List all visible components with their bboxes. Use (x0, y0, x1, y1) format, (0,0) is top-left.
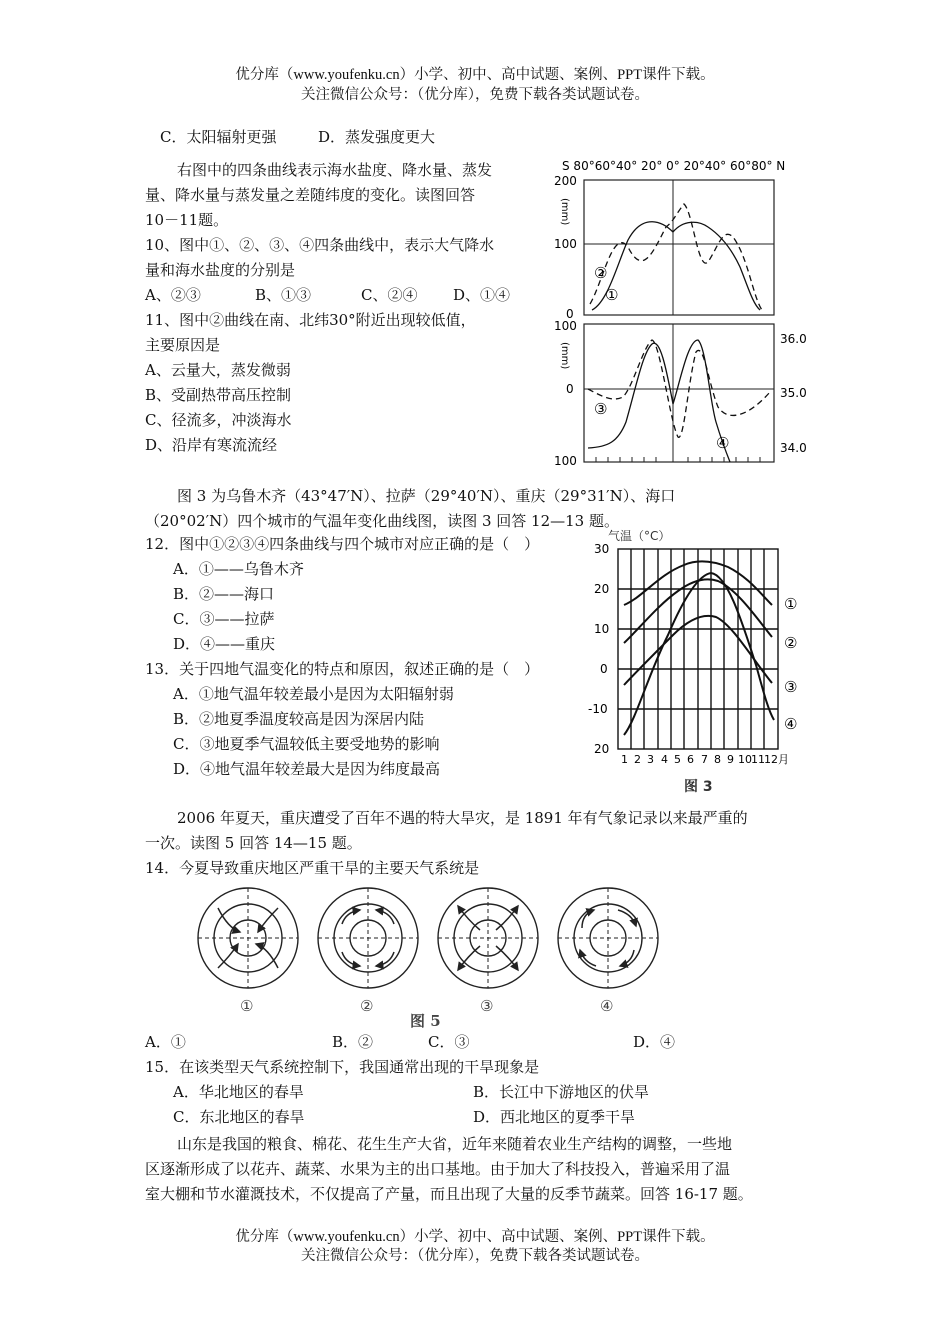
question-15: 15．在该类型天气系统控制下，我国通常出现的干旱现象是 (145, 1058, 540, 1076)
footer-line-2: 关注微信公众号：（优分库），免费下载各类试题试卷。 (301, 1248, 649, 1264)
q12-option-a: A．①——乌鲁木齐 (173, 560, 304, 578)
bottom-left-tick: 100 (554, 454, 577, 468)
q10-option-b: B、①③ (255, 286, 312, 304)
latitude-axis-labels: S 80°60°40° 20° 0° 20°40° 60°80° N (562, 159, 786, 173)
section-16-17-intro (145, 1132, 815, 1207)
intro-line: 图 3 为乌鲁木齐（43°47′N）、拉萨（29°40′N）、重庆（29°31′N）、海口 (177, 487, 676, 505)
q12-option-d: D．④——重庆 (173, 635, 276, 653)
intro-line: 2006 年夏天，重庆遭受了百年不遇的特大旱灾，是 1891 年有气象记录以来最严重的 (177, 809, 748, 827)
q13-option-d: D．④地气温年较差最大是因为纬度最高 (173, 760, 441, 778)
temperature-axis-title: 气温（°C） (608, 529, 671, 543)
bottom-left-tick: 0 (566, 382, 574, 396)
weather-diagram-1 (198, 888, 298, 988)
q13-option-c: C．③地夏季气温较低主要受地势的影响 (173, 735, 440, 753)
y-tick: 10 (594, 622, 610, 636)
salinity-tick: 34.0 (780, 441, 807, 455)
question-10: 10、图中①、②、③、④四条曲线中，表示大气降水 (145, 236, 495, 254)
q12-option-c: C．③——拉萨 (173, 610, 275, 628)
header-line-1: 优分库（www.youfenku.cn）小学、初中、高中试题、案例、PPT课件下载。 (235, 67, 715, 83)
temperature-grid (618, 549, 778, 749)
weather-diagram-2 (318, 888, 418, 988)
weather-systems-figure (180, 880, 660, 1030)
question-13: 13．关于四地气温变化的特点和原因，叙述正确的是（ ） (145, 660, 540, 678)
x-tick: 2 (634, 753, 641, 766)
q14-option-b: B．② (332, 1033, 374, 1051)
curve-label-4: ④ (716, 434, 730, 452)
weather-diagram-4 (558, 888, 658, 988)
y-tick: 30 (594, 542, 610, 556)
q15-option-c: C．东北地区的春旱 (173, 1108, 305, 1126)
header-line-2: 关注微信公众号：（优分库），免费下载各类试题试卷。 (301, 87, 649, 103)
chart-caption: 图 3 (684, 779, 713, 795)
tail-line: 室大棚和节水灌溉技术，不仅提高了产量，而且出现了大量的反季节蔬菜。回答 16-17 题。 (145, 1185, 753, 1203)
curve-label-3: ③ (594, 400, 608, 418)
y-tick: 20 (594, 742, 610, 756)
top-unit-label: (mm) (559, 198, 570, 226)
fig-label-1: ① (240, 997, 254, 1015)
y-tick: 20 (594, 582, 610, 596)
footer-line-1: 优分库（www.youfenku.cn）小学、初中、高中试题、案例、PPT课件下载。 (235, 1229, 715, 1245)
q14-option-a: A．① (145, 1033, 186, 1051)
temp-curve-label-3: ③ (784, 678, 798, 696)
question-12: 12．图中①②③④四条曲线与四个城市对应正确的是（ ） (145, 535, 540, 553)
question-11-cont: 主要原因是 (145, 336, 221, 354)
x-ticks (621, 753, 789, 766)
question-11: 11、图中②曲线在南、北纬30°附近出现较低值， (145, 311, 476, 329)
q14-option-c: C．③ (428, 1033, 470, 1051)
intro-line: 10－11题。 (145, 211, 229, 229)
bottom-unit-label: (mm) (559, 342, 570, 370)
x-tick: 10 (738, 753, 752, 766)
tail-line: 区逐渐形成了以花卉、蔬菜、水果为主的出口基地。由于加大了科技投入，普遍采用了温 (145, 1160, 731, 1178)
top-tick: 100 (554, 237, 577, 251)
q14-option-d: D．④ (633, 1033, 676, 1051)
x-tick: 6 (687, 753, 694, 766)
top-tick: 0 (566, 307, 574, 321)
option-d: D．蒸发强度更大 (318, 128, 436, 146)
intro-line: （20°02′N）四个城市的气温年变化曲线图，读图 3 回答 12—13 题。 (145, 512, 619, 530)
curve-label-1: ① (605, 286, 619, 304)
intro-line: 量、降水量与蒸发量之差随纬度的变化。读图回答 (145, 186, 476, 204)
weather-diagram-3 (438, 888, 538, 988)
x-tick: 8 (714, 753, 721, 766)
q10-option-a: A、②③ (145, 286, 201, 304)
q11-option-d: D、沿岸有寒流流经 (145, 436, 278, 454)
q11-option-b: B、受副热带高压控制 (145, 386, 292, 404)
q15-option-d: D．西北地区的夏季干旱 (473, 1108, 636, 1126)
question-14: 14．今夏导致重庆地区严重干旱的主要天气系统是 (145, 859, 480, 877)
bottom-left-tick: 100 (554, 319, 577, 333)
fig-label-3: ③ (480, 997, 494, 1015)
x-tick: 12月 (764, 753, 789, 766)
tail-line: 山东是我国的粮食、棉花、花生生产大省，近年来随着农业生产结构的调整，一些地 (177, 1135, 733, 1153)
intro-line: 右图中的四条曲线表示海水盐度、降水量、蒸发 (177, 161, 493, 179)
q12-option-b: B．②——海口 (173, 585, 275, 603)
temp-curve-label-4: ④ (784, 715, 798, 733)
fig-label-2: ② (360, 997, 374, 1015)
q10-options (145, 283, 540, 308)
bottom-axis-ticks (596, 457, 760, 462)
section-2-questions (145, 532, 585, 782)
section-1 (145, 158, 540, 458)
q11-option-a: A、云量大，蒸发微弱 (145, 361, 291, 379)
x-tick: 1 (621, 753, 628, 766)
x-tick: 7 (701, 753, 708, 766)
temp-curve-label-1: ① (784, 595, 798, 613)
x-tick: 11 (751, 753, 765, 766)
curve-label-2: ② (594, 264, 608, 282)
section-3-intro (145, 806, 815, 881)
option-c: C．太阳辐射更强 (160, 128, 277, 146)
q13-option-a: A．①地气温年较差最小是因为太阳辐射弱 (173, 685, 454, 703)
q15-option-b: B．长江中下游地区的伏旱 (473, 1083, 650, 1101)
fig-label-4: ④ (600, 997, 614, 1015)
salinity-tick: 35.0 (780, 386, 807, 400)
salinity-tick: 36.0 (780, 332, 807, 346)
intro-line: 一次。读图 5 回答 14—15 题。 (145, 834, 362, 852)
q13-option-b: B．②地夏季温度较高是因为深居内陆 (173, 710, 425, 728)
latitude-curves-chart (548, 152, 820, 472)
figure-5-caption: 图 5 (410, 1012, 441, 1030)
q10-option-d: D、①④ (453, 286, 511, 304)
x-tick: 5 (674, 753, 681, 766)
question-10-cont: 量和海水盐度的分别是 (145, 261, 296, 279)
temperature-chart (588, 525, 823, 800)
x-tick: 9 (727, 753, 734, 766)
temp-curve-label-2: ② (784, 634, 798, 652)
q10-option-c: C、②④ (361, 286, 418, 304)
x-tick: 3 (647, 753, 654, 766)
q11-option-c: C、径流多，冲淡海水 (145, 411, 292, 429)
q15-option-a: A．华北地区的春旱 (173, 1083, 304, 1101)
y-tick: -10 (588, 702, 608, 716)
x-tick: 4 (661, 753, 668, 766)
y-tick: 0 (600, 662, 608, 676)
top-tick: 200 (554, 174, 577, 188)
